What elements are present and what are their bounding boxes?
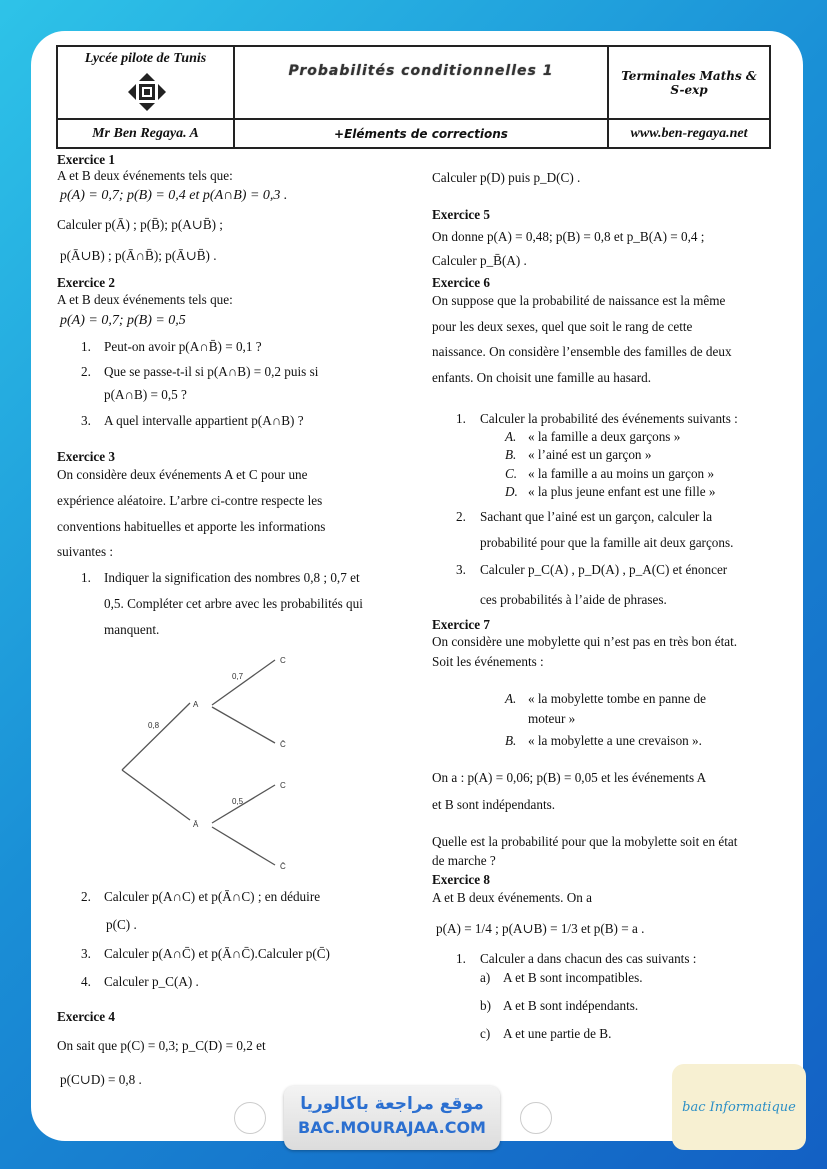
tree-node-c1: C xyxy=(280,656,286,665)
ex3-q1b: 0,5. Compléter cet arbre avec les probabilités qui xyxy=(104,596,363,611)
ex6-q3b: ces probabilités à l’aide de phrases. xyxy=(480,592,667,607)
tree-node-a: A xyxy=(193,700,199,709)
ex7-line4: et B sont indépendants. xyxy=(432,797,556,812)
ex8-title: Exercice 8 xyxy=(432,872,490,887)
teacher-name: Mr Ben Regaya. A xyxy=(92,125,199,141)
ex8-q1: Calculer a dans chacun des cas suivants : xyxy=(480,951,697,966)
ex6-event-key: D. xyxy=(505,484,518,499)
ex3-q1c: manquent. xyxy=(104,622,160,637)
ex3-q4-num: 4. xyxy=(81,974,91,989)
level-line1: Terminales Maths & xyxy=(621,68,757,83)
ex6-line3: naissance. On considère l’ensemble des familles de deux xyxy=(432,344,732,359)
ex6-q3a: Calculer p_C(A) , p_D(A) , p_A(C) et énoncer xyxy=(480,562,728,577)
ex7-line2: Soit les événements : xyxy=(432,654,544,669)
teacher-cell xyxy=(57,119,234,148)
ex6-q2a: Sachant que l’ainé est un garçon, calculer la xyxy=(480,509,713,524)
probability-tree xyxy=(110,645,310,875)
ex2-q1-num: 1. xyxy=(81,339,91,354)
ex8-case-key: c) xyxy=(480,1026,491,1041)
title-cell xyxy=(234,46,608,119)
tree-node-c2: C xyxy=(280,781,286,790)
ex2-title: Exercice 2 xyxy=(57,275,115,290)
ex3-line2: expérience aléatoire. L’arbre ci-contre respecte les xyxy=(57,493,323,508)
ex3-q4: Calculer p_C(A) . xyxy=(104,974,199,989)
ex2-q3-num: 3. xyxy=(81,413,91,428)
footer-logo-left-icon xyxy=(234,1102,266,1134)
subtitle-cell xyxy=(234,119,608,148)
site-url[interactable]: BAC.MOURAJAA.COM xyxy=(298,1118,486,1137)
ex3-q2a: Calculer p(A∩C) et p(Ā∩C) ; en déduire xyxy=(104,889,321,904)
ex7-line1: On considère une mobylette qui n’est pas en très bon état. xyxy=(432,634,738,649)
bac-informatique-text: bac Informatique xyxy=(682,1099,796,1115)
ex7-event-a-key: A. xyxy=(505,691,517,706)
ex2-line2: p(A) = 0,7; p(B) = 0,5 xyxy=(60,313,186,328)
ex3-title: Exercice 3 xyxy=(57,449,115,464)
ex2-q1: Peut-on avoir p(A∩B̄) = 0,1 ? xyxy=(104,339,262,354)
ex4-line2: p(C∪D) = 0,8 . xyxy=(60,1072,142,1087)
ex2-q2-num: 2. xyxy=(81,364,91,379)
tree-branch-a xyxy=(122,703,190,770)
ex1-line3: Calculer p(Ā) ; p(B̄); p(A∪B̄) ; xyxy=(57,217,223,232)
ex5-title: Exercice 5 xyxy=(432,207,490,222)
ex3-line3: conventions habituelles et apporte les informations xyxy=(57,519,326,534)
ex1-line1: A et B deux événements tels que: xyxy=(57,168,233,183)
ex7-event-a-2: moteur » xyxy=(528,711,576,726)
ex6-event-text: « l’ainé est un garçon » xyxy=(528,447,652,462)
tree-branch-a-cbar xyxy=(212,707,275,743)
ex8-case-key: b) xyxy=(480,998,491,1013)
tree-branch-abar-cbar xyxy=(212,827,275,865)
ex6-q1-num: 1. xyxy=(456,411,466,426)
ex3-q2-num: 2. xyxy=(81,889,91,904)
ex6-line4: enfants. On choisit une famille au hasard. xyxy=(432,370,651,385)
ex3-q1a: Indiquer la signification des nombres 0,8 ; 0,7 et xyxy=(104,570,360,585)
tree-branch-abar xyxy=(122,770,190,820)
ex3-q2b: p(C) . xyxy=(106,917,137,932)
ex5-line2: Calculer p_B̄(A) . xyxy=(432,253,527,268)
ex6-q2b: probabilité pour que la famille ait deux garçons. xyxy=(480,535,734,550)
tree-label-05: 0,5 xyxy=(232,797,244,806)
ex7-line5: Quelle est la probabilité pour que la mobylette soit en état xyxy=(432,834,738,849)
site-badge[interactable] xyxy=(284,1086,500,1150)
ex1-title: Exercice 1 xyxy=(57,152,115,167)
level-cell xyxy=(608,46,770,119)
level-line2: S-exp xyxy=(670,82,708,97)
school-name: Lycée pilote de Tunis xyxy=(84,51,207,66)
ex2-q2a: Que se passe-t-il si p(A∩B) = 0,2 puis si xyxy=(104,364,319,379)
header-table xyxy=(56,45,771,149)
ex6-event-text: « la plus jeune enfant est une fille » xyxy=(528,484,716,499)
ex1-line2: p(A) = 0,7; p(B) = 0,4 et p(A∩B) = 0,3 . xyxy=(60,188,288,203)
tree-node-cbar2: C̄ xyxy=(280,862,286,871)
ex6-q2-num: 2. xyxy=(456,509,466,524)
ex3-q1-num: 1. xyxy=(81,570,91,585)
ex8-line2: p(A) = 1/4 ; p(A∪B) = 1/3 et p(B) = a . xyxy=(436,921,645,936)
website-link[interactable]: www.ben-regaya.net xyxy=(630,125,748,141)
ex8-q1-num: 1. xyxy=(456,951,466,966)
ex7-event-b-key: B. xyxy=(505,733,517,748)
ex2-q2b: p(A∩B) = 0,5 ? xyxy=(104,387,187,402)
ex4-end: Calculer p(D) puis p_D(C) . xyxy=(432,170,581,185)
ex3-line4: suivantes : xyxy=(57,544,114,559)
ex8-case-text: A et une partie de B. xyxy=(503,1026,612,1041)
ex4-title: Exercice 4 xyxy=(57,1009,115,1024)
ex6-event-text: « la famille a deux garçons » xyxy=(528,429,681,444)
bac-informatique-badge xyxy=(672,1064,806,1150)
ex6-event-key: B. xyxy=(505,447,517,462)
ex6-q1: Calculer la probabilité des événements suivants : xyxy=(480,411,738,426)
ex6-q3-num: 3. xyxy=(456,562,466,577)
ex7-line6: de marche ? xyxy=(432,853,496,868)
ex5-line1: On donne p(A) = 0,48; p(B) = 0,8 et p_B(A) = 0,4 ; xyxy=(432,229,705,244)
ex8-case-key: a) xyxy=(480,970,491,985)
ex4-line1: On sait que p(C) = 0,3; p_C(D) = 0,2 et xyxy=(57,1038,266,1053)
tree-label-08: 0,8 xyxy=(148,721,160,730)
tree-branch-abar-c xyxy=(212,785,275,823)
tree-branch-a-c xyxy=(212,660,275,705)
ex3-line1: On considère deux événements A et C pour une xyxy=(57,467,308,482)
ex7-line3: On a : p(A) = 0,06; p(B) = 0,05 et les événements A xyxy=(432,770,707,785)
ex8-case-text: A et B sont indépendants. xyxy=(503,998,639,1013)
tree-node-abar: Ā xyxy=(193,820,199,829)
ex8-line1: A et B deux événements. On a xyxy=(432,890,593,905)
ex2-q3: A quel intervalle appartient p(A∩B) ? xyxy=(104,413,304,428)
ex6-event-text: « la famille a au moins un garçon » xyxy=(528,466,715,481)
footer-logo-right-icon xyxy=(520,1102,552,1134)
tree-node-cbar1: C̄ xyxy=(280,740,286,749)
ex7-event-a-1: « la mobylette tombe en panne de xyxy=(528,691,706,706)
ex6-event-key: C. xyxy=(505,466,518,481)
school-logo xyxy=(127,72,167,112)
tree-label-07: 0,7 xyxy=(232,672,244,681)
ex2-line1: A et B deux événements tels que: xyxy=(57,292,233,307)
doc-subtitle: +Eléments de corrections xyxy=(334,126,508,141)
ex8-case-text: A et B sont incompatibles. xyxy=(503,970,643,985)
site-arabic: موقع مراجعة باكالوريا xyxy=(300,1094,484,1114)
ex6-line2: pour les deux sexes, quel que soit le rang de cette xyxy=(432,319,693,334)
ex6-event-key: A. xyxy=(505,429,517,444)
ex6-line1: On suppose que la probabilité de naissance est la même xyxy=(432,293,726,308)
website-cell xyxy=(608,119,770,148)
ex3-q3: Calculer p(A∩C̄) et p(Ā∩C̄).Calculer p(C̄) xyxy=(104,946,330,961)
ex1-line4: p(Ā∪B) ; p(Ā∩B̄); p(Ā∪B̄) . xyxy=(60,248,217,263)
ex3-q3-num: 3. xyxy=(81,946,91,961)
ex6-title: Exercice 6 xyxy=(432,275,490,290)
doc-title: Probabilités conditionnelles 1 xyxy=(288,63,554,79)
ex7-event-b-1: « la mobylette a une crevaison ». xyxy=(528,733,702,748)
ex7-title: Exercice 7 xyxy=(432,617,490,632)
